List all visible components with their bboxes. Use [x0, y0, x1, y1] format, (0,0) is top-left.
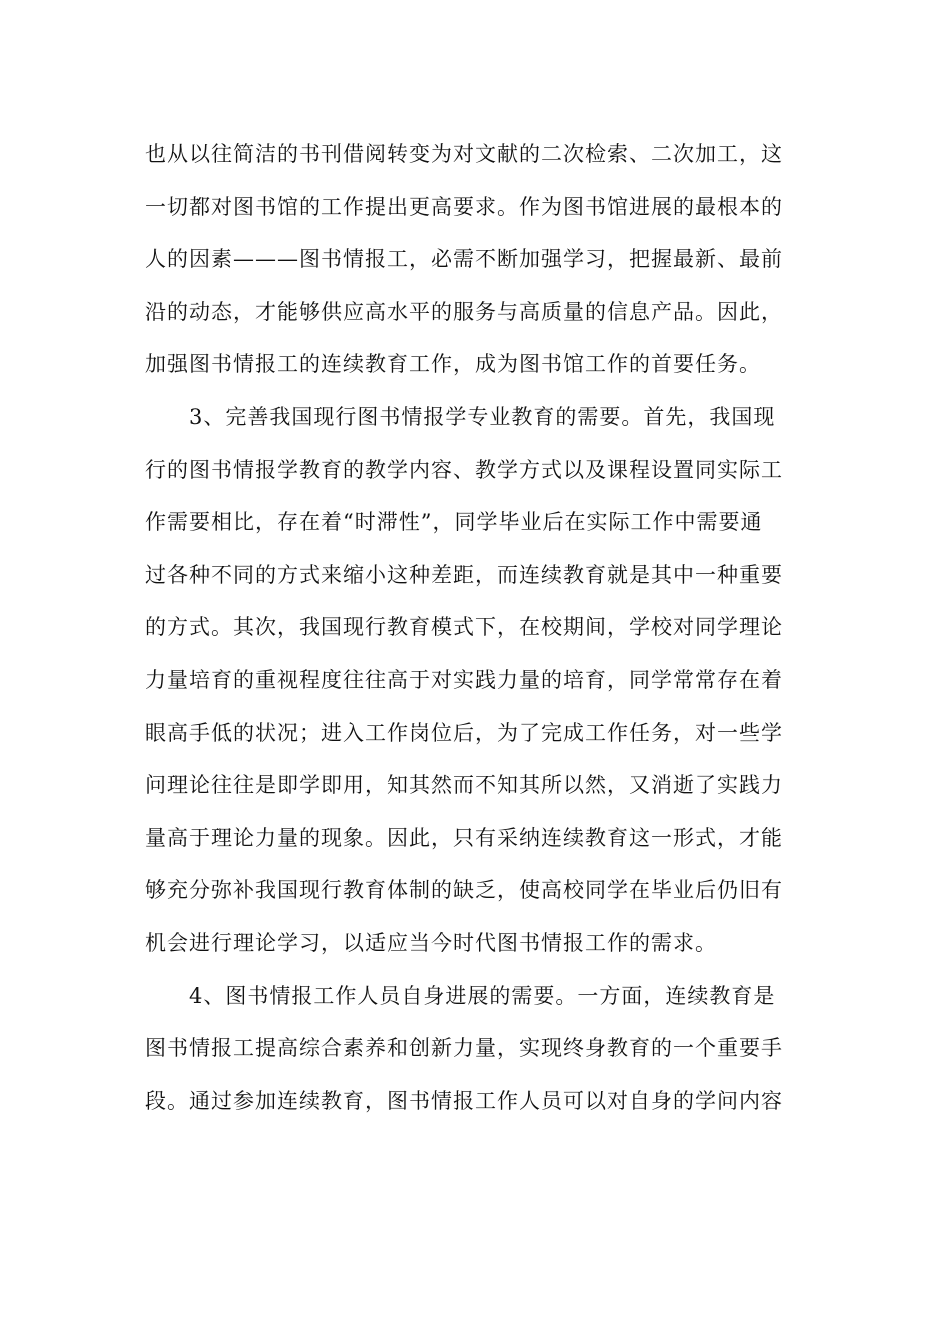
text-line: 也从以往简洁的书刊借阅转变为对文献的二次检索、二次加工，这 [145, 142, 783, 166]
text-line: 加强图书情报工的连续教育工作，成为图书馆工作的首要任务。 [145, 352, 761, 377]
text-line: 作需要相比，存在着“时滞性”，同学毕业后在实际工作中需要通 [145, 510, 763, 535]
text-line: 的方式。其次，我国现行教育模式下，在校期间，学校对同学理论 [145, 615, 783, 640]
paragraph-4-start: 4、图书情报工作人员自身进展的需要。一方面，连续教育是 [145, 983, 776, 1008]
text-line: 机会进行理论学习，以适应当今时代图书情报工作的需求。 [145, 930, 717, 955]
text-line: 一切都对图书馆的工作提出更高要求。作为图书馆进展的最根本的 [145, 194, 783, 219]
text-line: 沿的动态，才能够供应高水平的服务与高质量的信息产品。因此， [145, 299, 783, 324]
text-line: 人的因素———图书情报工，必需不断加强学习，把握最新、最前 [145, 247, 783, 272]
text-line: 够充分弥补我国现行教育体制的缺乏，使高校同学在毕业后仍旧有 [145, 878, 783, 903]
text-line: 图书情报工提高综合素养和创新力量，实现终身教育的一个重要手 [145, 1036, 783, 1061]
paragraph-3-start: 3、完善我国现行图书情报学专业教育的需要。首先，我国现 [145, 404, 776, 429]
text-line: 过各种不同的方式来缩小这种差距，而连续教育就是其中一种重要 [145, 562, 783, 587]
text-line: 量高于理论力量的现象。因此，只有采纳连续教育这一形式，才能 [145, 825, 783, 850]
text-line: 力量培育的重视程度往往高于对实践力量的培育，同学常常存在着 [145, 667, 783, 692]
text-line: 眼高手低的状况；进入工作岗位后，为了完成工作任务，对一些学 [145, 720, 783, 745]
body-text [145, 132, 810, 1131]
text-line: 行的图书情报学教育的教学内容、教学方式以及课程设置同实际工 [145, 457, 783, 482]
text-line: 问理论往往是即学即用，知其然而不知其所以然，又消逝了实践力 [145, 773, 783, 798]
text-line: 段。通过参加连续教育，图书情报工作人员可以对自身的学问内容 [145, 1088, 783, 1113]
